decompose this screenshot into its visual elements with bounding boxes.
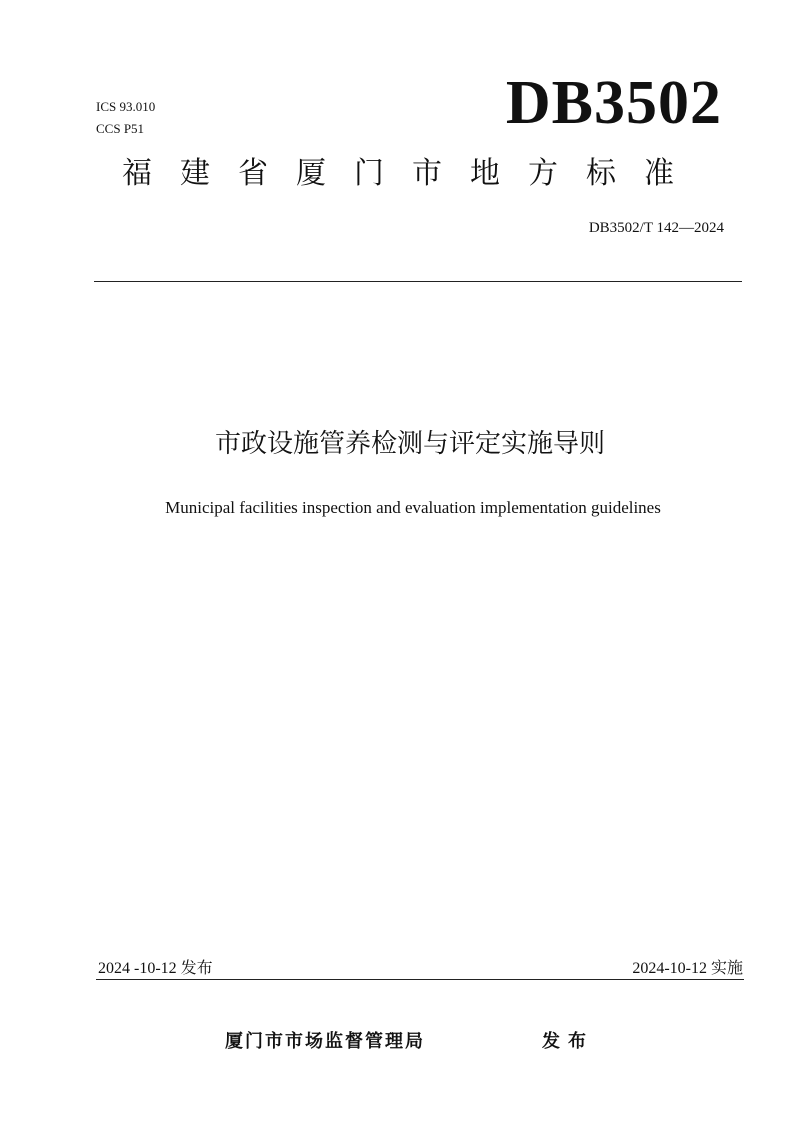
footer-divider [96,979,744,980]
issuing-authority: 厦门市市场监督管理局 [225,1031,425,1052]
publish-date: 2024 -10-12 发布 [98,960,213,977]
ccs-code: CCS P51 [96,121,145,136]
standard-number: DB3502/T 142—2024 [588,220,724,236]
ics-code: ICS 93.010 [96,99,156,114]
implementation-date: 2024-10-12 实施 [632,960,743,977]
document-title-english: Municipal facilities inspection and evaluation implementation guidelines [165,498,661,517]
document-title-chinese: 市政设施管养检测与评定实施导则 [214,429,605,459]
issue-label: 发布 [542,1031,594,1052]
standard-logo: DB3502 [505,69,722,137]
header-divider [94,281,742,282]
standard-type-heading: 福建省厦门市地方标准 [122,156,702,191]
